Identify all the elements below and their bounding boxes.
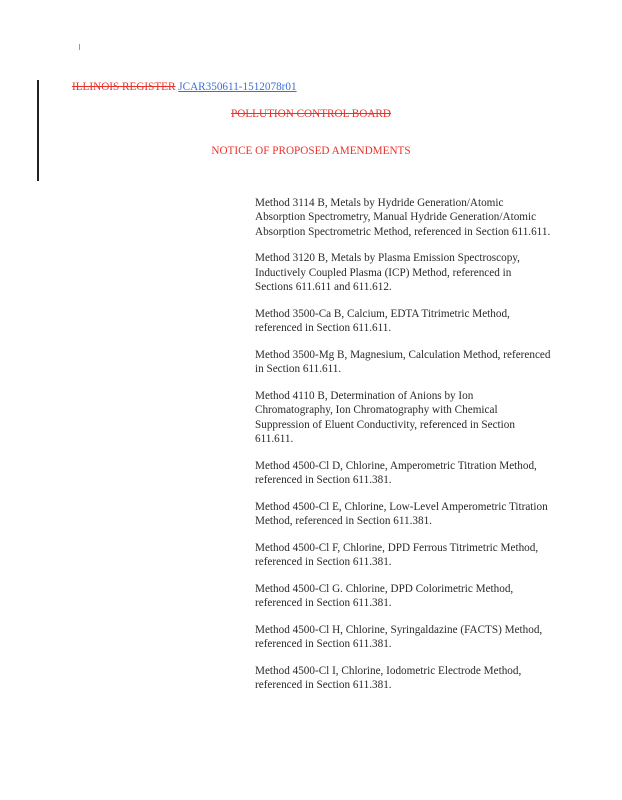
method-item: Method 4500-Cl I, Chlorine, Iodometric Electrode Method, referenced in Section 611.381. xyxy=(255,664,522,692)
method-item: Method 3500-Ca B, Calcium, EDTA Titrimetric Method, referenced in Section 611.611. xyxy=(255,307,510,335)
method-item: Method 4500-Cl F, Chlorine, DPD Ferrous Titrimetric Method, referenced in Section 611.381. xyxy=(255,541,539,569)
scan-mark xyxy=(79,44,80,50)
board-title: POLLUTION CONTROL BOARD xyxy=(231,108,391,120)
method-item: Method 4500-Cl E, Chlorine, Low-Level Amperometric Titration Method, referenced in Section 611.381. xyxy=(255,500,548,528)
method-item: Method 4500-Cl G. Chlorine, DPD Colorimetric Method, referenced in Section 611.381. xyxy=(255,582,514,610)
inserted-header-text: JCAR350611-1512078r01 xyxy=(178,81,297,93)
notice-title: NOTICE OF PROPOSED AMENDMENTS xyxy=(211,145,411,157)
method-list xyxy=(255,196,551,705)
revision-bar xyxy=(37,80,39,181)
running-header xyxy=(72,81,297,93)
method-item: Method 3120 B, Metals by Plasma Emission Spectroscopy, Inductively Coupled Plasma (ICP) Method, referenced in Sections 611.611 and 611.612. xyxy=(255,252,520,294)
method-item: Method 3500-Mg B, Magnesium, Calculation Method, referenced in Section 611.611. xyxy=(255,348,551,376)
method-item: Method 3114 B, Metals by Hydride Generation/Atomic Absorption Spectrometry, Manual Hydride Generation/Atomic Absorption Spectrometric Method, referenced in Section 611.611. xyxy=(255,197,551,238)
method-item: Method 4500-Cl H, Chlorine, Syringaldazine (FACTS) Method, referenced in Section 611.381. xyxy=(255,623,543,651)
method-item: Method 4500-Cl D, Chlorine, Amperometric Titration Method, referenced in Section 611.381. xyxy=(255,459,537,487)
deleted-header-text: ILLINOIS REGISTER xyxy=(72,81,176,93)
method-item: Method 4110 B, Determination of Anions by Ion Chromatography, Ion Chromatography with Chemical Suppression of Eluent Conductivity, referenced in Section 611.611. xyxy=(255,389,515,446)
